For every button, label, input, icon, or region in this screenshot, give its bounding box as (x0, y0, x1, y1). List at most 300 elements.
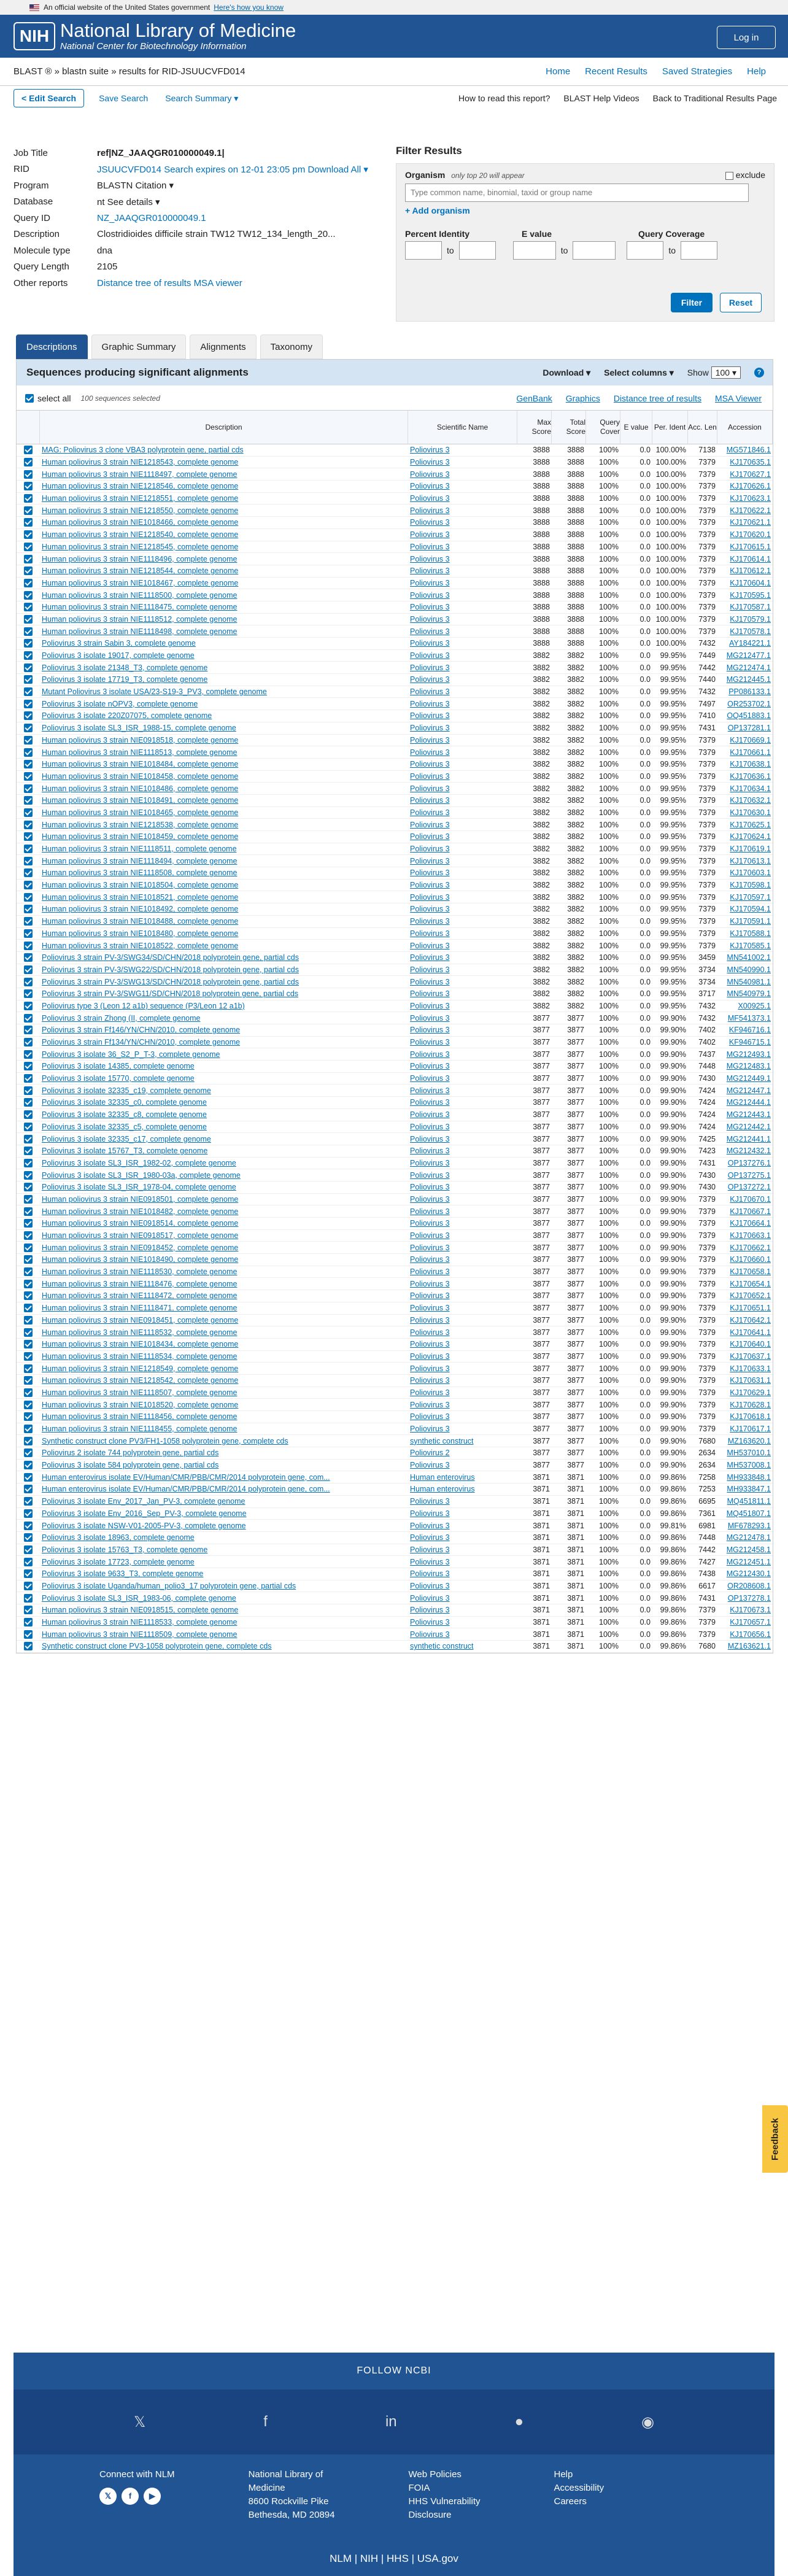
cell-scientific-name[interactable]: Poliovirus 3 (410, 868, 450, 878)
row-checkbox[interactable] (24, 989, 33, 998)
cell-description[interactable]: Human poliovirus 3 strain NIE1118509, complete genome (42, 1630, 238, 1639)
cell-description[interactable]: Human poliovirus 3 strain NIE1118496, complete genome (42, 554, 238, 563)
cell-scientific-name[interactable]: Poliovirus 3 (410, 748, 450, 757)
cell-description[interactable]: Poliovirus 3 strain PV-3/SWG11/SD/CHN/2018 polyprotein gene, partial cds (42, 989, 299, 999)
cell-accession[interactable]: KJ170604.1 (730, 578, 771, 587)
cell-description[interactable]: Poliovirus 3 isolate 17719_T3, complete genome (42, 675, 208, 684)
col-description[interactable]: Description (40, 411, 408, 444)
cell-accession[interactable]: KJ170632.1 (730, 796, 771, 805)
table-row[interactable] (17, 1000, 773, 1013)
row-checkbox[interactable] (24, 1364, 33, 1373)
row-checkbox[interactable] (24, 1062, 33, 1070)
cell-accession[interactable]: KJ170660.1 (730, 1255, 771, 1264)
cell-description[interactable]: Mutant Poliovirus 3 isolate USA/23-S19-3_PV3, complete genome (42, 687, 267, 697)
feedback-button[interactable]: Feedback (762, 2105, 788, 2173)
cell-description[interactable]: Human poliovirus 3 strain NIE0918501, complete genome (42, 1194, 239, 1204)
cell-description[interactable]: Poliovirus 3 isolate 32335_c19, complete genome (42, 1086, 211, 1095)
foia-link[interactable]: FOIA (408, 2483, 430, 2493)
cell-accession[interactable]: KJ170631.1 (730, 1376, 771, 1385)
row-checkbox[interactable] (24, 1026, 33, 1034)
table-row[interactable] (17, 674, 773, 686)
cell-scientific-name[interactable]: Poliovirus 3 (410, 760, 450, 769)
table-row[interactable] (17, 662, 773, 674)
cell-description[interactable]: Poliovirus 3 strain PV-3/SWG22/SD/CHN/2018 polyprotein gene, partial cds (42, 965, 299, 974)
saved-strategies-link[interactable]: Saved Strategies (662, 66, 733, 77)
row-checkbox[interactable] (24, 832, 33, 841)
cell-accession[interactable]: MH933847.1 (727, 1485, 771, 1494)
cell-scientific-name[interactable]: Poliovirus 3 (410, 1001, 450, 1010)
select-columns-dropdown[interactable]: Select columns ▾ (604, 367, 674, 377)
row-checkbox[interactable] (24, 1123, 33, 1131)
row-checkbox[interactable] (24, 784, 33, 793)
cell-scientific-name[interactable]: Poliovirus 3 (410, 675, 450, 684)
cell-accession[interactable]: MG212493.1 (726, 1050, 771, 1059)
cell-accession[interactable]: KJ170629.1 (730, 1388, 771, 1397)
row-checkbox[interactable] (24, 1401, 33, 1409)
table-row[interactable] (17, 1290, 773, 1302)
cell-description[interactable]: Human poliovirus 3 strain NIE0918452, complete genome (42, 1243, 239, 1252)
cell-scientific-name[interactable]: Poliovirus 3 (410, 603, 450, 612)
job-row-value[interactable]: JSUUCVFD014 Search expires on 12-01 23:05 pm Download All ▾ (97, 164, 368, 175)
table-row[interactable] (17, 1085, 773, 1097)
row-checkbox[interactable] (24, 530, 33, 539)
cell-accession[interactable]: KJ170615.1 (730, 542, 771, 551)
table-row[interactable] (17, 1435, 773, 1447)
cell-accession[interactable]: KJ170617.1 (730, 1425, 771, 1434)
cell-scientific-name[interactable]: Poliovirus 3 (410, 1388, 450, 1397)
row-checkbox[interactable] (24, 1618, 33, 1626)
row-checkbox[interactable] (24, 687, 33, 696)
facebook-icon[interactable]: f (122, 2488, 139, 2505)
table-row[interactable] (17, 783, 773, 795)
cell-accession[interactable]: KJ170624.1 (730, 832, 771, 841)
cell-accession[interactable]: KJ170626.1 (730, 482, 771, 491)
row-checkbox[interactable] (24, 1304, 33, 1312)
row-checkbox[interactable] (24, 942, 33, 950)
table-row[interactable] (17, 1218, 773, 1230)
cell-accession[interactable]: MG212443.1 (726, 1110, 771, 1120)
facebook-icon[interactable]: f (263, 2413, 268, 2430)
cell-accession[interactable]: KJ170664.1 (730, 1219, 771, 1228)
row-checkbox[interactable] (24, 518, 33, 527)
cell-accession[interactable]: MN540979.1 (727, 989, 771, 999)
cell-scientific-name[interactable]: Poliovirus 3 (410, 639, 450, 648)
cell-accession[interactable]: KJ170620.1 (730, 530, 771, 540)
row-checkbox[interactable] (24, 1267, 33, 1276)
cell-scientific-name[interactable]: Poliovirus 3 (410, 518, 450, 527)
cell-scientific-name[interactable]: Poliovirus 3 (410, 1098, 450, 1107)
row-checkbox[interactable] (24, 808, 33, 817)
cell-description[interactable]: Poliovirus 3 isolate SL3_ISR_1988-15, complete genome (42, 724, 236, 733)
cell-accession[interactable]: MN540981.1 (727, 977, 771, 986)
cell-description[interactable]: Synthetic construct clone PV3-1058 polyprotein gene, complete cds (42, 1642, 272, 1651)
cell-description[interactable]: Human poliovirus 3 strain NIE1218543, complete genome (42, 458, 239, 467)
cell-accession[interactable]: KJ170591.1 (730, 917, 771, 926)
qc-min-input[interactable] (627, 241, 663, 260)
cell-scientific-name[interactable]: Poliovirus 3 (410, 1267, 450, 1277)
web-policies-link[interactable]: Web Policies (408, 2469, 462, 2480)
cell-description[interactable]: Human poliovirus 3 strain NIE1118530, complete genome (42, 1267, 238, 1277)
col-scientific-name[interactable]: Scientific Name (408, 411, 517, 444)
table-row[interactable] (17, 1158, 773, 1170)
cell-accession[interactable]: KJ170622.1 (730, 506, 771, 515)
table-row[interactable] (17, 1326, 773, 1339)
cell-scientific-name[interactable]: Poliovirus 3 (410, 1291, 450, 1301)
cell-description[interactable]: Human poliovirus 3 strain NIE1118513, complete genome (42, 748, 238, 757)
cell-scientific-name[interactable]: Poliovirus 3 (410, 542, 450, 551)
table-row[interactable] (17, 553, 773, 565)
col-evalue[interactable]: E value (620, 411, 652, 444)
cell-accession[interactable]: KJ170651.1 (730, 1304, 771, 1313)
cell-accession[interactable]: KJ170633.1 (730, 1364, 771, 1373)
row-checkbox[interactable] (24, 1340, 33, 1348)
row-checkbox[interactable] (24, 1014, 33, 1023)
row-checkbox[interactable] (24, 675, 33, 684)
cell-accession[interactable]: KJ170594.1 (730, 905, 771, 914)
cell-scientific-name[interactable]: Poliovirus 3 (410, 1618, 450, 1627)
cell-accession[interactable]: KJ170628.1 (730, 1400, 771, 1409)
row-checkbox[interactable] (24, 1207, 33, 1216)
cell-description[interactable]: Human poliovirus 3 strain NIE1018521, complete genome (42, 892, 239, 902)
table-row[interactable] (17, 1628, 773, 1641)
cell-accession[interactable]: MG212445.1 (726, 675, 771, 684)
cell-accession[interactable]: MQ451811.1 (727, 1497, 771, 1506)
row-checkbox[interactable] (24, 591, 33, 600)
edit-search-button[interactable]: < Edit Search (14, 89, 84, 107)
table-row[interactable] (17, 686, 773, 698)
cell-scientific-name[interactable]: Poliovirus 3 (410, 1606, 450, 1615)
cell-description[interactable]: Human poliovirus 3 strain NIE1118497, complete genome (42, 470, 238, 479)
cell-scientific-name[interactable]: Poliovirus 3 (410, 1364, 450, 1373)
cell-accession[interactable]: OR208608.1 (727, 1581, 771, 1590)
cell-description[interactable]: MAG: Poliovirus 3 clone VBA3 polyprotein gene, partial cds (42, 446, 244, 455)
cell-description[interactable]: Human poliovirus 3 strain NIE1018458, complete genome (42, 772, 239, 781)
row-checkbox[interactable] (24, 1485, 33, 1493)
cell-accession[interactable]: MN540990.1 (727, 965, 771, 974)
row-checkbox[interactable] (24, 748, 33, 757)
cell-accession[interactable]: MZ163620.1 (727, 1436, 771, 1445)
traditional-results-link[interactable]: Back to Traditional Results Page (652, 93, 777, 103)
cell-scientific-name[interactable]: synthetic construct (410, 1642, 474, 1651)
table-row[interactable] (17, 1496, 773, 1508)
cell-accession[interactable]: KJ170598.1 (730, 881, 771, 890)
cell-description[interactable]: Human poliovirus 3 strain NIE1118475, complete genome (42, 603, 238, 612)
qc-max-input[interactable] (681, 241, 717, 260)
row-checkbox[interactable] (24, 1171, 33, 1180)
graphics-link[interactable]: Graphics (565, 393, 600, 403)
cell-scientific-name[interactable]: Poliovirus 3 (410, 832, 450, 841)
cell-scientific-name[interactable]: Poliovirus 3 (410, 1183, 450, 1192)
table-row[interactable] (17, 589, 773, 601)
cell-accession[interactable]: KJ170625.1 (730, 820, 771, 829)
help-videos-link[interactable]: BLAST Help Videos (563, 93, 639, 103)
cell-description[interactable]: Human poliovirus 3 strain NIE1018520, complete genome (42, 1400, 239, 1409)
cell-scientific-name[interactable]: Poliovirus 3 (410, 578, 450, 587)
table-row[interactable] (17, 1194, 773, 1206)
row-checkbox[interactable] (24, 1291, 33, 1300)
cell-scientific-name[interactable]: Poliovirus 3 (410, 724, 450, 733)
cell-description[interactable]: Poliovirus 3 isolate 32335_c8, complete genome (42, 1110, 207, 1120)
cell-scientific-name[interactable]: Poliovirus 3 (410, 1074, 450, 1083)
cell-description[interactable]: Human poliovirus 3 strain NIE1218540, complete genome (42, 530, 239, 540)
cell-description[interactable]: Human poliovirus 3 strain NIE1118455, complete genome (42, 1425, 238, 1434)
row-checkbox[interactable] (24, 1316, 33, 1325)
cell-description[interactable]: Poliovirus 3 isolate 220Z07075, complete genome (42, 711, 212, 721)
cell-accession[interactable]: KJ170623.1 (730, 494, 771, 503)
cell-accession[interactable]: KJ170641.1 (730, 1328, 771, 1337)
tab-graphic-summary[interactable]: Graphic Summary (91, 335, 187, 359)
cell-scientific-name[interactable]: Poliovirus 2 (410, 1449, 450, 1458)
help-icon[interactable]: ? (754, 368, 764, 377)
cell-scientific-name[interactable]: Poliovirus 3 (410, 1425, 450, 1434)
help-footer-link[interactable]: Help (554, 2469, 573, 2480)
cell-description[interactable]: Human poliovirus 3 strain NIE1018491, complete genome (42, 796, 239, 805)
cell-accession[interactable]: KJ170630.1 (730, 808, 771, 817)
col-accession[interactable]: Accession (717, 411, 773, 444)
table-row[interactable] (17, 1073, 773, 1085)
table-row[interactable] (17, 1423, 773, 1436)
cell-description[interactable]: Human poliovirus 3 strain NIE0918517, complete genome (42, 1231, 239, 1240)
cell-scientific-name[interactable]: Poliovirus 3 (410, 1062, 450, 1071)
table-row[interactable] (17, 940, 773, 952)
cell-accession[interactable]: OP137281.1 (727, 724, 771, 733)
cell-accession[interactable]: KJ170618.1 (730, 1412, 771, 1421)
exclude-checkbox[interactable] (725, 170, 765, 180)
cell-scientific-name[interactable]: Poliovirus 3 (410, 1231, 450, 1240)
row-checkbox[interactable] (24, 627, 33, 636)
cell-description[interactable]: Human poliovirus 3 strain NIE1118507, complete genome (42, 1388, 238, 1397)
table-row[interactable] (17, 843, 773, 856)
linkedin-icon[interactable]: in (385, 2413, 397, 2430)
cell-scientific-name[interactable]: Poliovirus 3 (410, 1509, 450, 1518)
cell-scientific-name[interactable]: Poliovirus 3 (410, 1013, 450, 1023)
table-row[interactable] (17, 771, 773, 783)
cell-scientific-name[interactable]: Poliovirus 3 (410, 1533, 450, 1542)
row-checkbox[interactable] (24, 543, 33, 551)
cell-scientific-name[interactable]: Poliovirus 3 (410, 699, 450, 708)
table-row[interactable] (17, 493, 773, 505)
row-checkbox[interactable] (24, 1533, 33, 1542)
cell-description[interactable]: Poliovirus 3 isolate Env_2016_Sep_PV-3, complete genome (42, 1509, 247, 1518)
cell-description[interactable]: Human poliovirus 3 strain NIE1218546, complete genome (42, 482, 239, 491)
ev-min-input[interactable] (513, 241, 556, 260)
cell-scientific-name[interactable]: Poliovirus 3 (410, 651, 450, 660)
cell-accession[interactable]: KJ170638.1 (730, 760, 771, 769)
cell-description[interactable]: Poliovirus 3 isolate Env_2017_Jan_PV-3, complete genome (42, 1497, 245, 1506)
cell-description[interactable]: Human poliovirus 3 strain NIE1218550, complete genome (42, 506, 239, 515)
twitter-icon[interactable]: 𝕏 (133, 2413, 146, 2431)
cell-scientific-name[interactable]: Poliovirus 3 (410, 1194, 450, 1204)
cell-accession[interactable]: KJ170673.1 (730, 1606, 771, 1615)
cell-scientific-name[interactable]: Poliovirus 3 (410, 1545, 450, 1554)
cell-accession[interactable]: MG212447.1 (726, 1086, 771, 1095)
exclude-checkbox-box[interactable] (725, 172, 733, 180)
cell-scientific-name[interactable]: Poliovirus 3 (410, 1521, 450, 1530)
twitter-icon[interactable]: 𝕏 (99, 2488, 117, 2505)
cell-description[interactable]: Human poliovirus 3 strain NIE1118500, complete genome (42, 590, 238, 600)
row-checkbox[interactable] (24, 736, 33, 745)
table-row[interactable] (17, 1580, 773, 1593)
cell-description[interactable]: Human poliovirus 3 strain NIE1218549, complete genome (42, 1364, 239, 1373)
table-row[interactable] (17, 1169, 773, 1182)
row-checkbox[interactable] (24, 1522, 33, 1530)
table-row[interactable] (17, 541, 773, 554)
row-checkbox[interactable] (24, 1219, 33, 1228)
help-link[interactable]: Help (747, 66, 766, 77)
row-checkbox[interactable] (24, 458, 33, 466)
table-row[interactable] (17, 1508, 773, 1520)
cell-accession[interactable]: MG212458.1 (726, 1545, 771, 1554)
cell-scientific-name[interactable]: Poliovirus 3 (410, 856, 450, 865)
cell-accession[interactable]: KJ170634.1 (730, 784, 771, 793)
cell-accession[interactable]: MG212449.1 (726, 1074, 771, 1083)
table-row[interactable] (17, 1230, 773, 1242)
cell-scientific-name[interactable]: Poliovirus 3 (410, 1315, 450, 1325)
table-row[interactable] (17, 855, 773, 867)
show-count-select[interactable]: 100 ▾ (711, 366, 741, 379)
cell-accession[interactable]: KJ170662.1 (730, 1243, 771, 1252)
table-row[interactable] (17, 1592, 773, 1604)
row-checkbox[interactable] (24, 1147, 33, 1155)
cell-scientific-name[interactable]: Poliovirus 3 (410, 1581, 450, 1590)
cell-description[interactable]: Human poliovirus 3 strain NIE1018465, complete genome (42, 808, 239, 817)
cell-accession[interactable]: KJ170612.1 (730, 567, 771, 576)
row-checkbox[interactable] (24, 905, 33, 913)
cell-description[interactable]: Poliovirus 3 isolate 21348_T3, complete genome (42, 663, 208, 672)
cell-accession[interactable]: MG212483.1 (726, 1062, 771, 1071)
table-row[interactable] (17, 1266, 773, 1278)
cell-accession[interactable]: MG212432.1 (726, 1147, 771, 1156)
cell-scientific-name[interactable]: Poliovirus 3 (410, 1352, 450, 1361)
col-per-ident[interactable]: Per. Ident (652, 411, 688, 444)
table-row[interactable] (17, 650, 773, 662)
row-checkbox[interactable] (24, 1183, 33, 1191)
cell-scientific-name[interactable]: Poliovirus 3 (410, 784, 450, 793)
table-row[interactable] (17, 1617, 773, 1629)
cell-accession[interactable]: KJ170585.1 (730, 941, 771, 950)
cell-description[interactable]: Poliovirus 3 isolate 15763_T3, complete genome (42, 1545, 208, 1554)
table-row[interactable] (17, 1254, 773, 1266)
cell-scientific-name[interactable]: Poliovirus 3 (410, 1461, 450, 1470)
add-organism-link[interactable]: + Add organism (405, 206, 470, 215)
cell-accession[interactable]: MQ451807.1 (726, 1509, 771, 1518)
job-row-value[interactable]: Distance tree of results MSA viewer (97, 277, 242, 288)
table-row[interactable] (17, 1024, 773, 1037)
heres-how-link[interactable]: Here's how you know (214, 3, 284, 12)
table-row[interactable] (17, 1061, 773, 1073)
cell-accession[interactable]: KF946716.1 (728, 1026, 771, 1035)
cell-accession[interactable]: KJ170640.1 (730, 1340, 771, 1349)
cell-scientific-name[interactable]: Poliovirus 3 (410, 1412, 450, 1421)
cell-description[interactable]: Poliovirus 3 isolate 19017, complete genome (42, 651, 195, 660)
row-checkbox[interactable] (24, 579, 33, 587)
cell-description[interactable]: Human poliovirus 3 strain NIE1118471, complete genome (42, 1304, 238, 1313)
cell-description[interactable]: Poliovirus 3 isolate 17723, complete genome (42, 1557, 195, 1566)
table-row[interactable] (17, 1447, 773, 1460)
table-row[interactable] (17, 529, 773, 541)
row-checkbox[interactable] (24, 965, 33, 974)
row-checkbox[interactable] (24, 1255, 33, 1264)
cell-scientific-name[interactable]: Poliovirus 3 (410, 1304, 450, 1313)
row-checkbox[interactable] (24, 1437, 33, 1445)
row-checkbox[interactable] (24, 1038, 33, 1046)
cell-scientific-name[interactable]: Poliovirus 3 (410, 1279, 450, 1288)
table-row[interactable] (17, 1205, 773, 1218)
row-checkbox[interactable] (24, 494, 33, 503)
cell-scientific-name[interactable]: Poliovirus 3 (410, 1026, 450, 1035)
row-checkbox[interactable] (24, 1630, 33, 1639)
table-row[interactable] (17, 1532, 773, 1544)
row-checkbox[interactable] (24, 555, 33, 563)
cell-scientific-name[interactable]: Poliovirus 3 (410, 530, 450, 540)
cell-description[interactable]: Poliovirus 3 isolate 15770, complete genome (42, 1074, 195, 1083)
row-checkbox[interactable] (24, 881, 33, 889)
table-row[interactable] (17, 1568, 773, 1580)
row-checkbox[interactable] (24, 1497, 33, 1506)
cell-description[interactable]: Human poliovirus 3 strain NIE1018459, complete genome (42, 832, 239, 841)
row-checkbox[interactable] (24, 1642, 33, 1650)
cell-accession[interactable]: KJ170669.1 (730, 735, 771, 745)
table-row[interactable] (17, 1363, 773, 1375)
cell-scientific-name[interactable]: Poliovirus 3 (410, 965, 450, 974)
accessibility-link[interactable]: Accessibility (554, 2483, 605, 2493)
table-row[interactable] (17, 625, 773, 638)
cell-scientific-name[interactable]: Poliovirus 3 (410, 808, 450, 817)
table-row[interactable] (17, 1604, 773, 1617)
cell-scientific-name[interactable]: Poliovirus 3 (410, 494, 450, 503)
cell-accession[interactable]: KJ170661.1 (730, 748, 771, 757)
cell-scientific-name[interactable]: Poliovirus 3 (410, 1170, 450, 1180)
row-checkbox[interactable] (24, 857, 33, 865)
cell-scientific-name[interactable]: Poliovirus 3 (410, 892, 450, 902)
row-checkbox[interactable] (24, 953, 33, 962)
cell-scientific-name[interactable]: Poliovirus 3 (410, 1243, 450, 1252)
cell-description[interactable]: Poliovirus 3 isolate SL3_ISR_1978-04, complete genome (42, 1183, 236, 1192)
table-row[interactable] (17, 831, 773, 843)
cell-scientific-name[interactable]: Poliovirus 3 (410, 458, 450, 467)
job-row-value[interactable]: NZ_JAAQGR010000049.1 (97, 212, 206, 223)
cell-description[interactable]: Human enterovirus isolate EV/Human/CMR/PBB/CMR/2014 polyprotein gene, com... (42, 1485, 330, 1494)
cell-accession[interactable]: X00925.1 (738, 1001, 771, 1010)
row-checkbox[interactable] (24, 1545, 33, 1554)
cell-description[interactable]: Human enterovirus isolate EV/Human/CMR/PBB/CMR/2014 polyprotein gene, com... (42, 1472, 330, 1482)
row-checkbox[interactable] (24, 868, 33, 877)
row-checkbox[interactable] (24, 724, 33, 732)
filter-button[interactable]: Filter (671, 293, 713, 312)
footer-bottom-links[interactable]: NLM | NIH | HHS | USA.gov (330, 2553, 458, 2564)
cell-scientific-name[interactable]: Poliovirus 3 (410, 1134, 450, 1143)
cell-scientific-name[interactable]: synthetic construct (410, 1436, 474, 1445)
table-row[interactable] (17, 903, 773, 916)
col-max-score[interactable]: Max Score (517, 411, 552, 444)
cell-accession[interactable]: KJ170654.1 (730, 1279, 771, 1288)
cell-description[interactable]: Poliovirus 3 strain Ff146/YN/CHN/2010, complete genome (42, 1026, 241, 1035)
cell-scientific-name[interactable]: Poliovirus 3 (410, 1593, 450, 1603)
cell-accession[interactable]: MG212442.1 (726, 1122, 771, 1131)
cell-description[interactable]: Human poliovirus 3 strain NIE1118494, complete genome (42, 856, 238, 865)
cell-scientific-name[interactable]: Poliovirus 3 (410, 567, 450, 576)
cell-scientific-name[interactable]: Poliovirus 3 (410, 1158, 450, 1167)
cell-scientific-name[interactable]: Human enterovirus (410, 1485, 475, 1494)
table-row[interactable] (17, 722, 773, 735)
cell-scientific-name[interactable]: Poliovirus 3 (410, 1376, 450, 1385)
table-row[interactable] (17, 444, 773, 457)
col-total-score[interactable]: Total Score (552, 411, 586, 444)
row-checkbox[interactable] (24, 446, 33, 454)
row-checkbox[interactable] (24, 1388, 33, 1397)
cell-description[interactable]: Human poliovirus 3 strain NIE1018486, complete genome (42, 784, 239, 793)
cell-description[interactable]: Human poliovirus 3 strain NIE1118498, complete genome (42, 627, 238, 636)
